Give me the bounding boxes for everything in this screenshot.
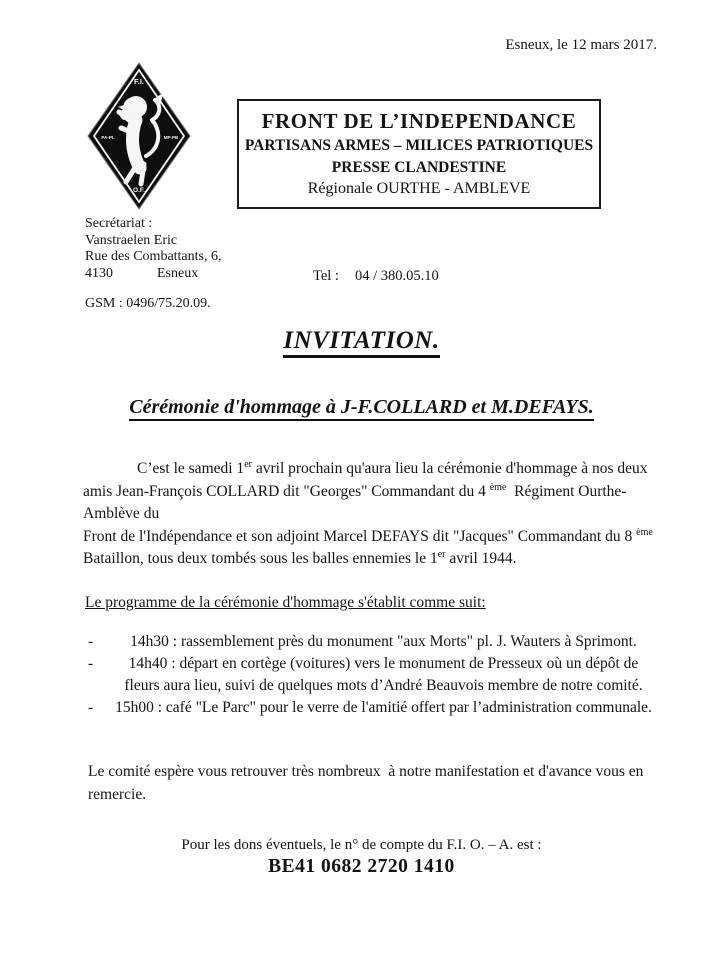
logo-text-right: MP-PB [163,135,179,140]
secretariat-label: Secrétariat : [85,216,153,231]
city-name: Esneux [157,265,199,281]
gsm-line: GSM : 0496/75.20.09. [85,296,211,311]
list-dash: - [88,633,94,650]
list-item-text: 14h30 : rassemblement près du monument "aux Morts" pl. J. Wauters à Sprimont. [130,633,637,650]
postal-code: 4130 [85,265,113,281]
account-number: BE41 0682 2720 1410 [268,856,455,877]
letterhead-box [237,99,601,209]
list-item [88,631,655,653]
org-name: FRONT DE L’INDEPENDANCE [261,109,577,133]
invitation-title: INVITATION. [0,327,723,355]
programme-heading: Le programme de la cérémonie d'hommage s'établit comme suit: [85,594,486,611]
secretariat-street: Rue des Combattants, 6, [85,249,222,264]
secretariat-block [85,216,222,313]
fi-lion-diamond-emblem [86,62,192,210]
list-item-text: 14h40 : départ en cortège (voitures) vers le monument de Presseux où un dépôt de fleurs aura lieu, suivi de quelques mots d’André Beauvois membre de notre comité. [124,655,643,694]
date-line: Esneux, le 12 mars 2017. [505,37,657,53]
org-region: Régionale OURTHE - AMBLEVE [307,180,531,197]
logo-text-top: F.I. [133,77,145,86]
logo-text-left: PA-PL [101,135,115,140]
donation-line: Pour les dons éventuels, le n° de compte du F.I. O. – A. est : [181,837,542,853]
list-dash: - [88,655,94,672]
org-subtitle-1: PARTISANS ARMES – MILICES PATRIOTIQUES [244,137,594,154]
list-item [88,697,655,719]
list-item [88,653,655,697]
ceremony-title: Cérémonie d'hommage à J-F.COLLARD et M.DEFAYS. [0,396,723,419]
list-item-text: 15h00 : café "Le Parc" pour le verre de l'amitié offert par l’administration communale. [115,699,652,716]
programme-list [88,631,655,719]
tel-line [313,268,439,285]
tel-label: Tel : [313,268,339,284]
intro-paragraph: C’est le samedi 1er avril prochain qu'aura lieu la cérémonie d'hommage à nos deux amis Jean-François COLLARD dit "Georges" Commandant du 4 $^{ème}$ Régiment Ourthe-Amblève du Front de l'Indépendance et son adjoint Marcel DEFAYS dit "Jacques" Commandant du 8 $^{ème}$ Bataillon, tous deux tombés sous les balles ennemies le 1er avril 1944. [83,458,653,567]
org-subtitle-2: PRESSE CLANDESTINE [331,159,507,176]
secretariat-name: Vanstraelen Eric [85,232,178,248]
closing-paragraph: Le comité espère vous retrouver très nombreux à notre manifestation et d'avance vous en remercie. [88,763,644,803]
logo-text-bottom: O.F. [133,187,145,194]
tel-number: 04 / 380.05.10 [354,268,439,284]
list-dash: - [88,699,94,716]
lion-diamond-icon [86,62,192,210]
secretariat-city-line [85,266,222,283]
